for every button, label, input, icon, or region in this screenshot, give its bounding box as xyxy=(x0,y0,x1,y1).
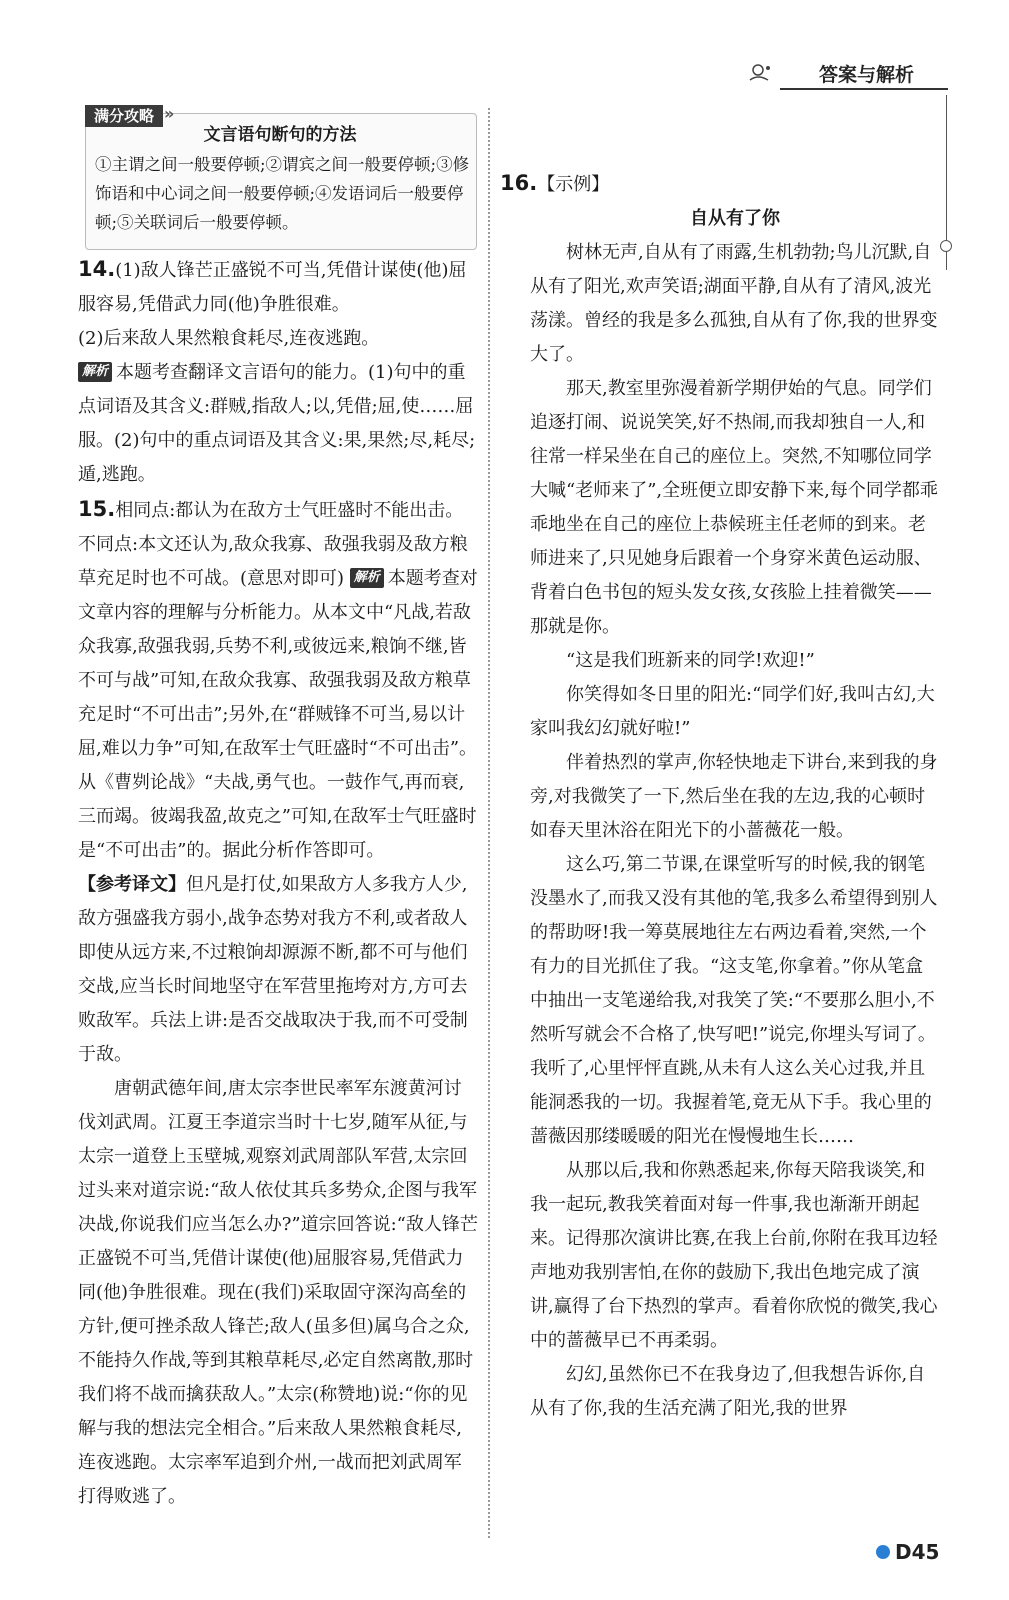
q16-label: 【示例】 xyxy=(537,174,610,195)
tip-title: 文言语句断句的方法 xyxy=(203,125,357,145)
reference-translation-label: 【参考译文】 xyxy=(78,874,186,895)
section-header: 答案与解析 xyxy=(818,64,914,86)
reference-translation-1: 但凡是打仗,如果敌方人多我方人少,敌方强盛我方弱小,战争态势对我方不利,或者敌人即使从远方来,不过粮饷却源源不断,都不可与他们交战,应当长时间地坚守在军营里拖垮对方,方可去败敌军。兵法上讲:是否交战取决于我,而不可受制于敌。 xyxy=(78,874,468,1065)
continued-spacer xyxy=(530,98,940,166)
q14-answer-2: (2)后来敌人果然粮食耗尽,连夜逃跑。 xyxy=(78,328,380,349)
doodle-icon xyxy=(748,62,774,84)
column-divider xyxy=(488,108,490,1538)
q15-analysis: 本题考查对文章内容的理解与分析能力。从本文中“凡战,若敌众我寡,敌强我弱,兵势不利,或彼远来,粮饷不继,皆不可与战”可知,在敌众我寡、敌强我弱及敌方粮草充足时“不可出击”;另外,在“群贼锋不可当,易以计屈,难以力争”可知,在敌军士气旺盛时“不可出击”。从《曹刿论战》“夫战,勇气也。一鼓作气,再而衰,三而竭。彼竭我盈,故克之”可知,在敌军士气旺盛时是“不可出击”的。据此分析作答即可。 xyxy=(78,568,478,861)
question-number-16: 16. xyxy=(500,171,538,195)
header-rule xyxy=(780,88,948,90)
essay-paragraph: 从那以后,我和你熟悉起来,你每天陪我谈笑,和我一起玩,教我笑着面对每一件事,我也渐渐开朗起来。记得那次演讲比赛,在我上台前,你附在我耳边轻声地劝我别害怕,在你的鼓励下,我出色地完成了演讲,赢得了台下热烈的掌声。看着你欣悦的微笑,我心中的蔷薇早已不再柔弱。 xyxy=(530,1160,938,1351)
q14-answer-1: (1)敌人锋芒正盛锐不可当,凭借计谋使(他)屈服容易,凭借武力同(他)争胜很难。 xyxy=(78,260,467,315)
q14-analysis: 本题考查翻译文言语句的能力。(1)句中的重点词语及其含义:群贼,指敌人;以,凭借;屈,使……屈服。(2)句中的重点词语及其含义:果,果然;尽,耗尽;遁,逃跑。 xyxy=(78,362,476,485)
right-column xyxy=(500,98,940,1426)
tip-text: ①主谓之间一般要停顿;②谓宾之间一般要停顿;③修饰语和中心词之间一般要停顿;④发语词后一般要停顿;⑤关联词后一般要停顿。 xyxy=(95,155,470,232)
essay-paragraph: 这么巧,第二节课,在课堂听写的时候,我的钢笔没墨水了,而我又没有其他的笔,我多么希望得到别人的帮助呀!我一筹莫展地往左右两边看着,突然,一个有力的目光抓住了我。“这支笔,你拿着。”你从笔盒中抽出一支笔递给我,对我笑了笑:“不要那么胆小,不然听写就会不合格了,快写吧!”说完,你埋头写词了。我听了,心里怦怦直跳,从未有人这么关心过我,并且能洞悉我的一切。我握着笔,竟无从下手。我心里的蔷薇因那缕暖暖的阳光在慢慢地生长…… xyxy=(530,854,938,1147)
q15-answer-2: 不同点:本文还认为,敌众我寡、敌强我弱及敌方粮草充足时也不可战。(意思对即可) xyxy=(78,534,468,589)
left-column xyxy=(78,252,478,1514)
margin-rule-knob xyxy=(940,240,952,252)
question-number-15: 15. xyxy=(78,497,116,521)
q15-answer-1: 相同点:都认为在敌方士气旺盛时不能出击。 xyxy=(115,500,464,521)
essay-paragraph: 幻幻,虽然你已不在我身边了,但我想告诉你,自从有了你,我的生活充满了阳光,我的世界 xyxy=(530,1364,926,1419)
page-marker-icon xyxy=(876,1545,890,1559)
q14-analysis-tag: 解析 xyxy=(78,362,112,382)
essay-paragraph: “这是我们班新来的同学!欢迎!” xyxy=(566,650,815,671)
q15-analysis-tag: 解析 xyxy=(350,568,384,588)
essay-paragraph: 伴着热烈的掌声,你轻快地走下讲台,来到我的身旁,对我微笑了一下,然后坐在我的左边,我的心顿时如春天里沐浴在阳光下的小蔷薇花一般。 xyxy=(530,752,938,841)
question-number-14: 14. xyxy=(78,257,116,281)
essay-paragraph: 树林无声,自从有了雨露,生机勃勃;鸟儿沉默,自从有了阳光,欢声笑语;湖面平静,自从有了清风,波光荡漾。曾经的我是多么孤独,自从有了你,我的世界变大了。 xyxy=(530,242,938,365)
reference-translation-2: 唐朝武德年间,唐太宗李世民率军东渡黄河讨伐刘武周。江夏王李道宗当时十七岁,随军从征,与太宗一道登上玉壁城,观察刘武周部队军营,太宗回过头来对道宗说:“敌人依仗其兵多势众,企图与我军决战,你说我们应当怎么办?”道宗回答说:“敌人锋芒正盛锐不可当,凭借计谋使(他)屈服容易,凭借武力同(他)争胜很难。现在(我们)采取固守深沟高垒的方针,便可挫杀敌人锋芒;敌人(虽多但)属乌合之众,不能持久作战,等到其粮草耗尽,必定自然离散,那时我们将不战而擒获敌人。”太宗(称赞地)说:“你的见解与我的想法完全相合。”后来敌人果然粮食耗尽,连夜逃跑。太宗率军追到介州,一战而把刘武周军打得败逃了。 xyxy=(78,1078,478,1507)
essay-paragraph: 你笑得如冬日里的阳光:“同学们好,我叫古幻,大家叫我幻幻就好啦!” xyxy=(530,684,935,739)
essay-title: 自从有了你 xyxy=(690,208,780,229)
essay-paragraph: 那天,教室里弥漫着新学期伊始的气息。同学们追逐打闹、说说笑笑,好不热闹,而我却独自一人,和往常一样呆坐在自己的座位上。突然,不知哪位同学大喊“老师来了”,全班便立即安静下来,每个同学都乖乖地坐在自己的座位上恭候班主任老师的到来。老师进来了,只见她身后跟着一个身穿米黄色运动服、背着白色书包的短头发女孩,女孩脸上挂着微笑——那就是你。 xyxy=(530,378,938,637)
page-number: D45 xyxy=(895,1540,940,1564)
tip-badge: 满分攻略 xyxy=(85,105,163,127)
tip-chevron-icon: » xyxy=(164,104,175,123)
